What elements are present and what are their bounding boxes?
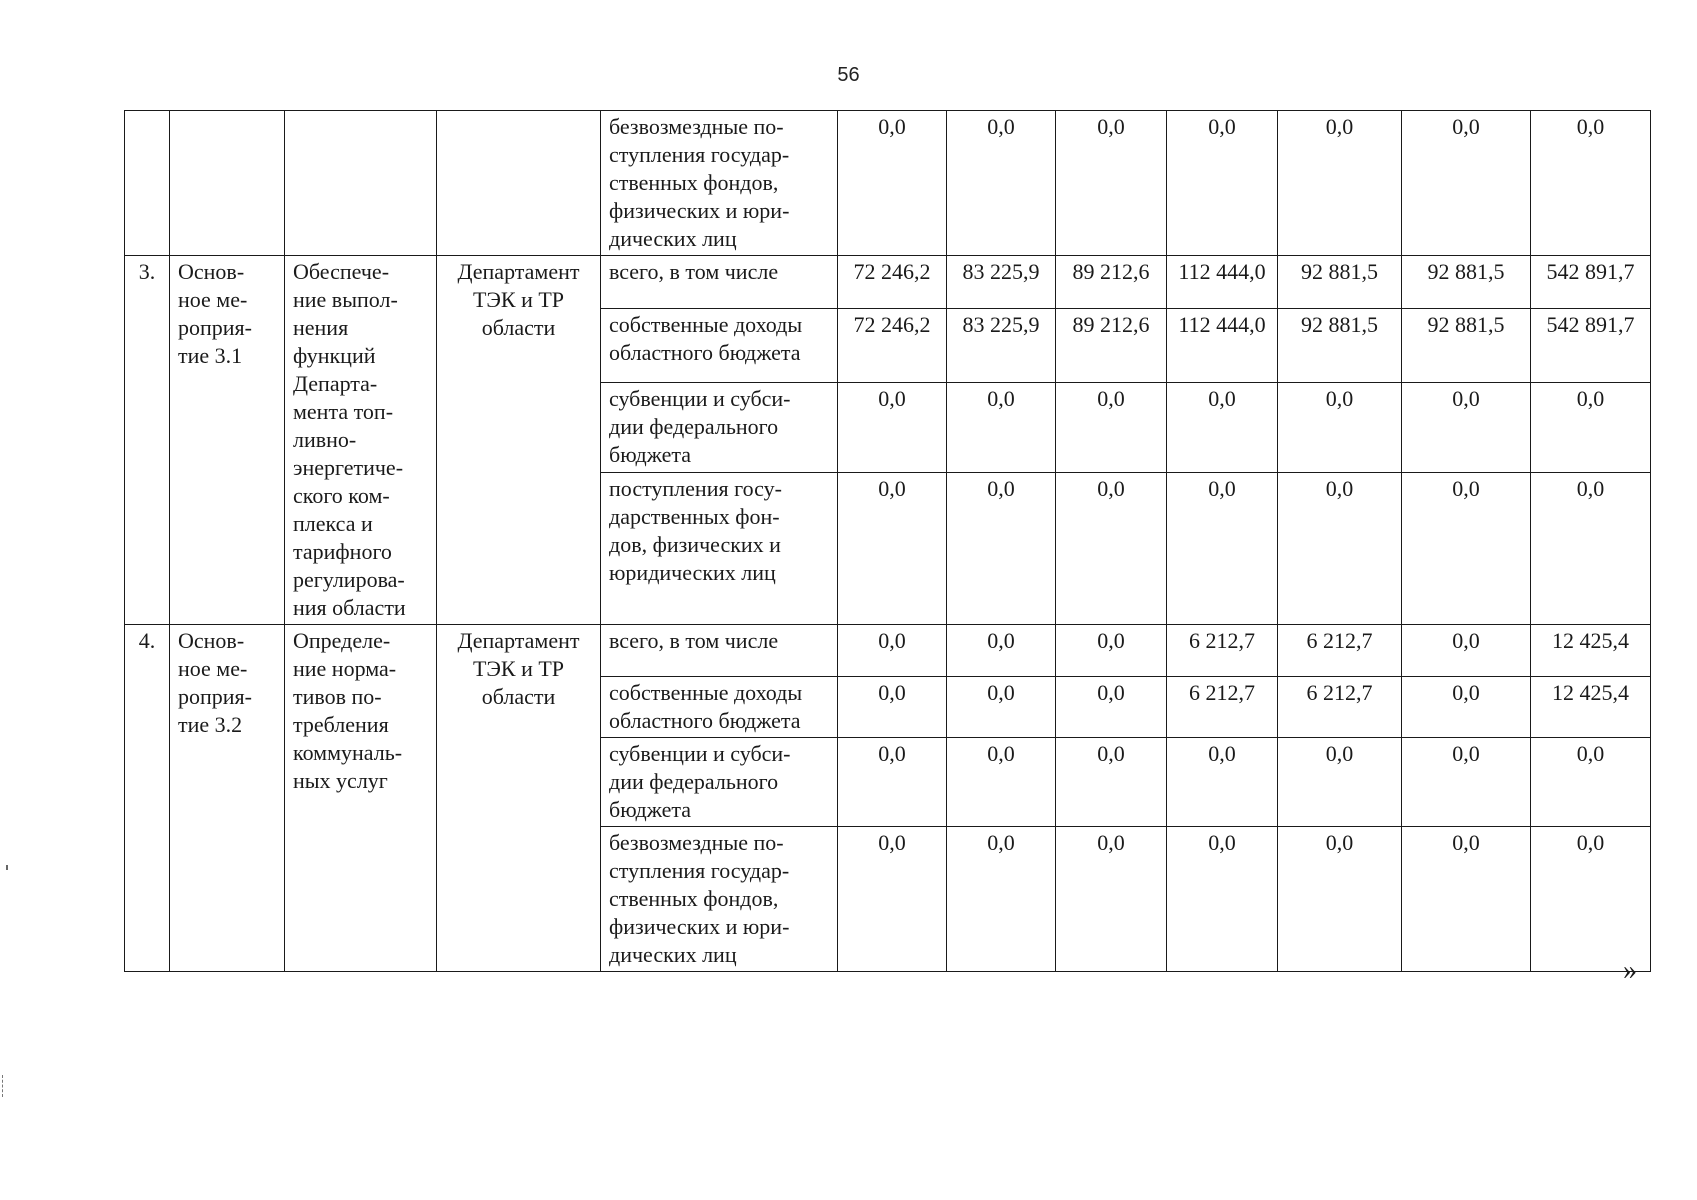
value-cell: 0,0	[1056, 383, 1167, 473]
value-cell: 72 246,2	[838, 308, 947, 383]
value-cell: 92 881,5	[1402, 308, 1531, 383]
value-cell: 0,0	[1278, 738, 1402, 827]
value-cell: 0,0	[1056, 677, 1167, 738]
value-cell: 0,0	[1531, 738, 1651, 827]
value-cell: 542 891,7	[1531, 256, 1651, 309]
value-cell: 0,0	[838, 625, 947, 677]
measure-cell	[170, 111, 285, 256]
value-cell: 0,0	[1167, 738, 1278, 827]
value-cell: 0,0	[1056, 738, 1167, 827]
funding-source-cell: безвозмездные по- ступления государ- ственных фондов, физических и юри- дических лиц	[601, 111, 838, 256]
funding-source-cell: всего, в том числе	[601, 625, 838, 677]
value-cell: 0,0	[1167, 827, 1278, 972]
value-cell: 0,0	[1167, 473, 1278, 625]
value-cell: 0,0	[1531, 827, 1651, 972]
funding-source-cell: субвенции и субси- дии федерального бюджета	[601, 383, 838, 473]
value-cell: 0,0	[1056, 111, 1167, 256]
value-cell: 0,0	[838, 738, 947, 827]
page-number: 56	[837, 64, 860, 86]
value-cell: 0,0	[1278, 111, 1402, 256]
value-cell: 0,0	[1402, 625, 1531, 677]
value-cell: 6 212,7	[1278, 625, 1402, 677]
value-cell: 0,0	[1402, 738, 1531, 827]
value-cell: 0,0	[947, 677, 1056, 738]
value-cell: 0,0	[947, 111, 1056, 256]
funding-source-cell: безвозмездные по- ступления государ- ственных фондов, физических и юри- дических лиц	[601, 827, 838, 972]
value-cell: 0,0	[838, 111, 947, 256]
value-cell: 0,0	[1167, 111, 1278, 256]
value-cell: 0,0	[947, 625, 1056, 677]
value-cell: 0,0	[1056, 827, 1167, 972]
value-cell: 12 425,4	[1531, 677, 1651, 738]
value-cell: 0,0	[1402, 383, 1531, 473]
funding-source-cell: всего, в том числе	[601, 256, 838, 309]
value-cell: 0,0	[1402, 473, 1531, 625]
name-cell	[285, 111, 437, 256]
value-cell: 0,0	[838, 677, 947, 738]
value-cell: 6 212,7	[1167, 677, 1278, 738]
value-cell: 6 212,7	[1278, 677, 1402, 738]
executor-cell: Департамент ТЭК и ТР области	[437, 256, 601, 625]
scan-speck	[6, 865, 8, 870]
name-cell: Определе- ние норма- тивов по- требления коммуналь- ных услуг	[285, 625, 437, 972]
value-cell: 0,0	[838, 827, 947, 972]
value-cell: 83 225,9	[947, 256, 1056, 309]
funding-source-cell: собственные доходы областного бюджета	[601, 308, 838, 383]
executor-cell	[437, 111, 601, 256]
value-cell: 0,0	[1278, 473, 1402, 625]
measure-cell: Основ- ное ме- роприя- тие 3.1	[170, 256, 285, 625]
measure-cell: Основ- ное ме- роприя- тие 3.2	[170, 625, 285, 972]
value-cell: 0,0	[947, 827, 1056, 972]
value-cell: 112 444,0	[1167, 256, 1278, 309]
value-cell: 0,0	[1531, 111, 1651, 256]
funding-source-cell: субвенции и субси- дии федерального бюджета	[601, 738, 838, 827]
table-row	[125, 256, 1651, 309]
value-cell: 112 444,0	[1167, 308, 1278, 383]
value-cell: 0,0	[1278, 383, 1402, 473]
value-cell: 92 881,5	[1278, 256, 1402, 309]
value-cell: 89 212,6	[1056, 308, 1167, 383]
table-row	[125, 111, 1651, 256]
value-cell: 0,0	[947, 738, 1056, 827]
table-row	[125, 625, 1651, 677]
value-cell: 0,0	[838, 473, 947, 625]
index-cell	[125, 111, 170, 256]
budget-table	[124, 110, 1651, 972]
value-cell: 0,0	[1402, 677, 1531, 738]
value-cell: 0,0	[1531, 383, 1651, 473]
value-cell: 0,0	[838, 383, 947, 473]
value-cell: 83 225,9	[947, 308, 1056, 383]
value-cell: 0,0	[1402, 827, 1531, 972]
value-cell: 542 891,7	[1531, 308, 1651, 383]
value-cell: 0,0	[947, 383, 1056, 473]
row-index: 4.	[125, 625, 170, 972]
value-cell: 0,0	[947, 473, 1056, 625]
value-cell: 0,0	[1056, 625, 1167, 677]
value-cell: 12 425,4	[1531, 625, 1651, 677]
funding-source-cell: собственные доходы областного бюджета	[601, 677, 838, 738]
value-cell: 72 246,2	[838, 256, 947, 309]
value-cell: 0,0	[1056, 473, 1167, 625]
scan-margin-mark	[2, 1075, 7, 1097]
name-cell: Обеспече- ние выпол- нения функций Департа- мента топ- ливно- энергетиче- ского ком- плекса и тарифного регулирова- ния области	[285, 256, 437, 625]
funding-source-cell: поступления госу- дарственных фон- дов, физических и юридических лиц	[601, 473, 838, 625]
closing-quote-mark: »	[1623, 955, 1637, 986]
value-cell: 0,0	[1531, 473, 1651, 625]
value-cell: 0,0	[1278, 827, 1402, 972]
row-index: 3.	[125, 256, 170, 625]
executor-cell: Департамент ТЭК и ТР области	[437, 625, 601, 972]
value-cell: 6 212,7	[1167, 625, 1278, 677]
value-cell: 0,0	[1402, 111, 1531, 256]
value-cell: 0,0	[1167, 383, 1278, 473]
value-cell: 92 881,5	[1278, 308, 1402, 383]
value-cell: 89 212,6	[1056, 256, 1167, 309]
value-cell: 92 881,5	[1402, 256, 1531, 309]
